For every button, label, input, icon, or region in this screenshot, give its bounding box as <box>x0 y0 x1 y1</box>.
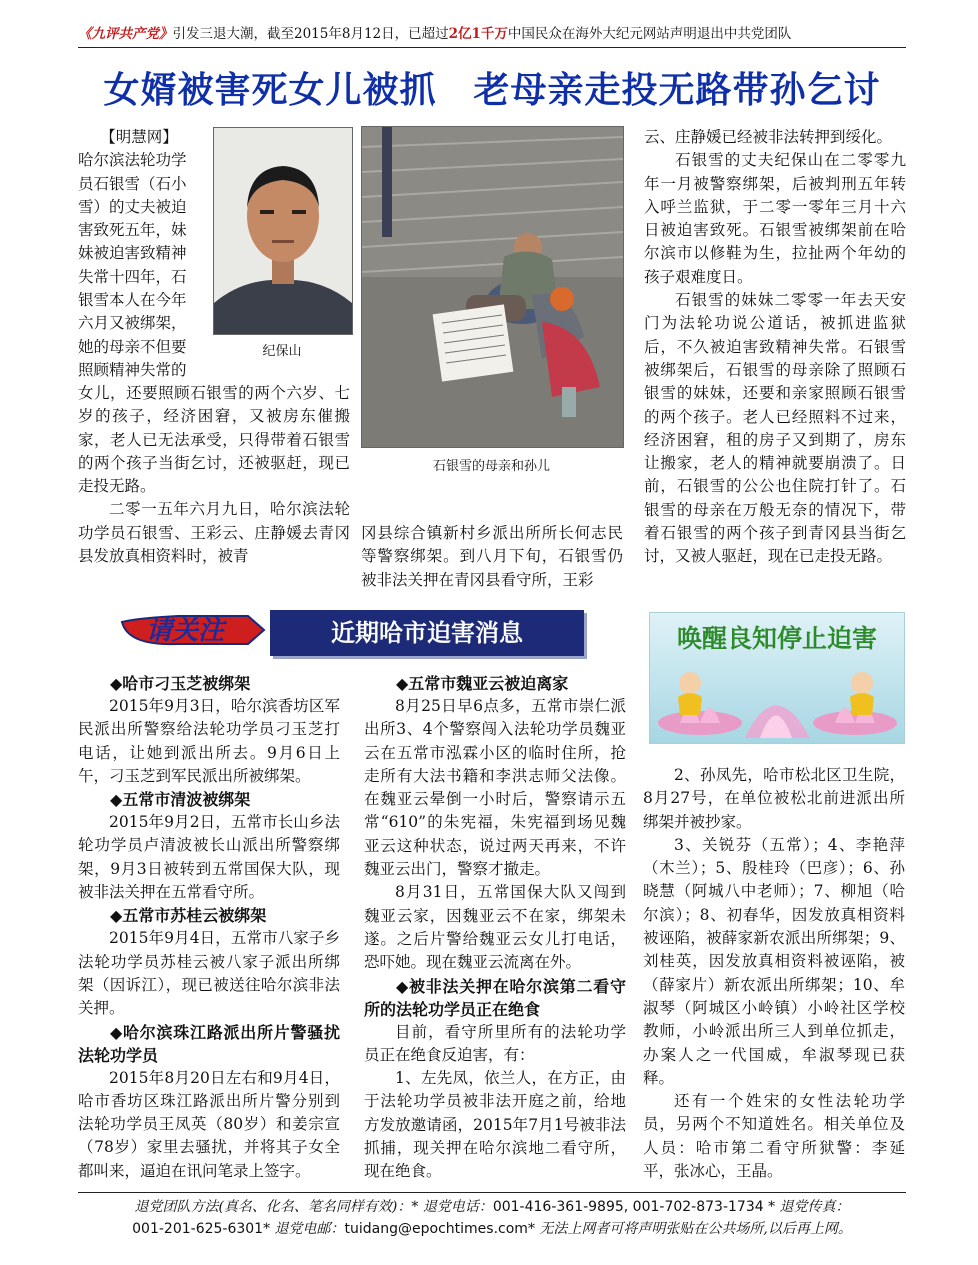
news-heading: ◆五常市苏桂云被绑架 <box>110 906 267 926</box>
portrait-caption: 纪保山 <box>262 344 302 359</box>
story-paragraph: 女儿，还要照顾石银雪的两个六岁、七岁的孩子，经济困窘，又被房东催搬家，老人已无法承受，只得带着石银雪的两个孩子当街乞讨，还被驱赶，现已走投无路。 <box>78 384 350 496</box>
story-paragraph: 石银雪的妹妹二零零一年去天安门为法轮功说公道话，被抓进监狱后，不久被迫害致精神失常。石银雪被绑架后，石银雪的母亲除了照顾石银雪的妹妹，还要和亲家照顾石银雪的两个孩子。老人已经照料不过来，经济困窘，租的房子又到期了，房东让搬家，老人的精神就要崩溃了。日前，石银雪的公公也住院打针了。石银雪的母亲在万般无奈的情况下，带着石银雪的两个孩子到青冈县当街乞讨，又被人驱赶，现在已走投无路。 <box>644 291 906 566</box>
portrait-image <box>214 128 352 334</box>
news-paragraph: 2015年9月3日，哈尔滨香坊区军民派出所警察给法轮功学员刁玉芝打电话，让她到派出所去。9月6日上午，刁玉芝到军民派出所被绑架。 <box>78 697 340 785</box>
story-paragraph: 云、庄静媛已经被非法转押到绥化。 <box>644 128 893 146</box>
street-image <box>362 127 623 447</box>
news-heading: ◆哈尔滨珠江路派出所片警骚扰法轮功学员 <box>78 1022 340 1065</box>
story-paragraph: 冈县综合镇新村乡派出所所长何志民等警察绑架。到八月下旬，石银雪仍被非法关押在青冈县看守所，王彩 <box>361 524 623 589</box>
attention-text: 请关注 <box>146 616 225 646</box>
news-paragraph: 2、孙凤先，哈市松北区卫生院，8月27号，在单位被松北前进派出所绑架并被抄家。 <box>643 766 905 831</box>
news-heading: ◆五常市清波被绑架 <box>110 790 251 810</box>
footer <box>78 1196 906 1240</box>
news-paragraph: 还有一个姓宋的女性法轮功学员，另两个不知道姓名。相关单位及人员：哈市第二看守所狱警：李延平，张冰心，王晶。 <box>643 1092 905 1181</box>
footer-fax: 001-201-625-6301 <box>132 1221 264 1237</box>
story-paragraph: 二零一五年六月九日，哈尔滨法轮功学员石银雪、王彩云、庄静媛去青冈县发放真相资料时，被青 <box>78 500 350 566</box>
news-col1 <box>78 672 340 1183</box>
news-paragraph: 8月31日，五常国保大队又闯到魏亚云家，因魏亚云不在家，绑架未遂。之后片警给魏亚云女儿打电话，恐吓她。现在魏亚云流离在外。 <box>364 883 626 972</box>
news-paragraph: 3、关锐芬（五常）；4、李艳萍（木兰）；5、殷桂玲（巴彦）；6、孙晓慧（阿城八中老师）；7、柳旭（哈尔滨）；8、初春华，因发放真相资料被诬陷，被薛家新农派出所绑架；9、刘桂英，因发放真相资料被诬陷，被（薛家片）新农派出所绑架；10、牟淑琴（阿城区小岭镇）小岭社区学校教师，小岭派出所三人到单位抓走，办案人之一代国威，牟淑琴现已获释。 <box>643 835 905 1087</box>
story-col1-top <box>78 126 200 382</box>
attention-badge <box>118 606 268 654</box>
top-rule <box>78 47 906 48</box>
footer-line-2 <box>78 1218 906 1240</box>
footer-note: * 无法上网者可将声明张贴在公共场所,以后再上网。 <box>527 1221 852 1237</box>
news-col3 <box>643 764 905 1183</box>
footer-method: 退党团队方法(真名、化名、笔名同样有效)：* 退党电话： <box>134 1199 493 1215</box>
news-paragraph: 2015年9月2日，五常市长山乡法轮功学员卢清波被长山派出所警察绑架，9月3日被转到五常国保大队，现被非法关押在五常看守所。 <box>78 813 340 902</box>
footer-email: tuidang@epochtimes.com <box>344 1221 528 1237</box>
conscience-banner <box>649 612 905 744</box>
news-col2 <box>364 672 626 1184</box>
story-line: 害致死五年，妹 <box>78 221 187 240</box>
story-line: 她的母亲不但要 <box>78 337 187 356</box>
news-paragraph: 目前，看守所里所有的法轮功学员正在绝食反迫害，有： <box>364 1022 626 1064</box>
source-tag: 【明慧网】 <box>100 128 178 146</box>
banner-count: 2亿1千万 <box>448 26 508 42</box>
story-line: 员石银雪（石小 <box>78 174 187 193</box>
news-heading: ◆哈市刁玉芝被绑架 <box>110 674 251 693</box>
footer-fax-label: * 退党传真： <box>763 1199 850 1215</box>
street-photo <box>361 126 624 448</box>
portrait-photo <box>213 127 353 335</box>
news-paragraph: 1、左先凤，依兰人，在方正，由于法轮功学员被非法开庭之前，给地方发放邀请函，2015年7月1号被非法抓捕，现关押在哈尔滨地二看守所，现在绝食。 <box>364 1069 626 1181</box>
section-title-box <box>270 610 584 656</box>
banner-text-2: 中国民众在海外大纪元网站声明退出中共党团队 <box>507 26 792 42</box>
footer-phone: 001-416-361-9895, 001-702-873-1734 <box>492 1199 764 1215</box>
story-line: 银雪本人在今年 <box>78 291 187 310</box>
book-title: 《九评共产党》 <box>78 26 173 42</box>
news-heading: ◆五常市魏亚云被迫离家 <box>396 674 569 693</box>
footer-line-1 <box>78 1196 906 1218</box>
section-title: 近期哈市迫害消息 <box>331 619 523 647</box>
news-heading: ◆被非法关押在哈尔滨第二看守所的法轮功学员正在绝食 <box>364 976 626 1019</box>
story-line: 失常十四年，石 <box>78 267 187 286</box>
story-col2 <box>361 522 623 592</box>
news-paragraph: 8月25日早6点多，五常市崇仁派出所3、4个警察闯入法轮功学员魏亚云在五常市泓霖小区的临时住所，抢走所有大法书籍和李洪志师父法像。在魏亚云晕倒一小时后，警察请示五常“610”的朱宪福，朱宪福到场见魏亚云这种状态，说过两天再来，不许魏亚云出门，警察才撤走。 <box>364 697 626 879</box>
banner-slogan: 唤醒良知停止迫害 <box>676 624 877 653</box>
story-line: 六月又被绑架， <box>78 314 187 333</box>
story-line: 照顾精神失常的 <box>78 360 187 379</box>
story-line: 妹被迫害致精神 <box>78 244 187 263</box>
story-col3 <box>644 126 906 569</box>
story-paragraph: 石银雪的丈夫纪保山在二零零九年一月被警察绑架，后被判刑五年转入呼兰监狱，于二零一零年三月十六日被迫害致死。石银雪被绑架前在哈尔滨市以修鞋为生，拉扯两个年幼的孩子艰难度日。 <box>644 151 906 286</box>
news-paragraph: 2015年9月4日，五常市八家子乡法轮功学员苏桂云被八家子派出所绑架（因诉江），现已被送往哈尔滨非法关押。 <box>78 929 340 1018</box>
news-paragraph: 2015年8月20日左右和9月4日，哈市香坊区珠江路派出所片警分别到法轮功学员王凤英（80岁）和姜宗宣（78岁）家里去骚扰，并将其子女全都叫来，逼迫在讯问笔录上签字。 <box>78 1068 340 1180</box>
street-caption: 石银雪的母亲和孙儿 <box>432 459 550 474</box>
lotus-icon <box>650 653 904 741</box>
top-banner <box>78 22 906 48</box>
footer-email-label: * 退党电邮： <box>263 1221 345 1237</box>
bottom-rule <box>78 1192 906 1193</box>
story-line: 哈尔滨法轮功学 <box>78 151 187 170</box>
story-line: 雪）的丈夫被迫 <box>78 197 187 216</box>
headline: 女婿被害死女儿被抓 老母亲走投无路带孙乞讨 <box>103 70 881 111</box>
story-col1-bottom <box>78 382 350 568</box>
banner-text-1: 引发三退大潮，截至2015年8月12日，已超过 <box>172 26 449 42</box>
